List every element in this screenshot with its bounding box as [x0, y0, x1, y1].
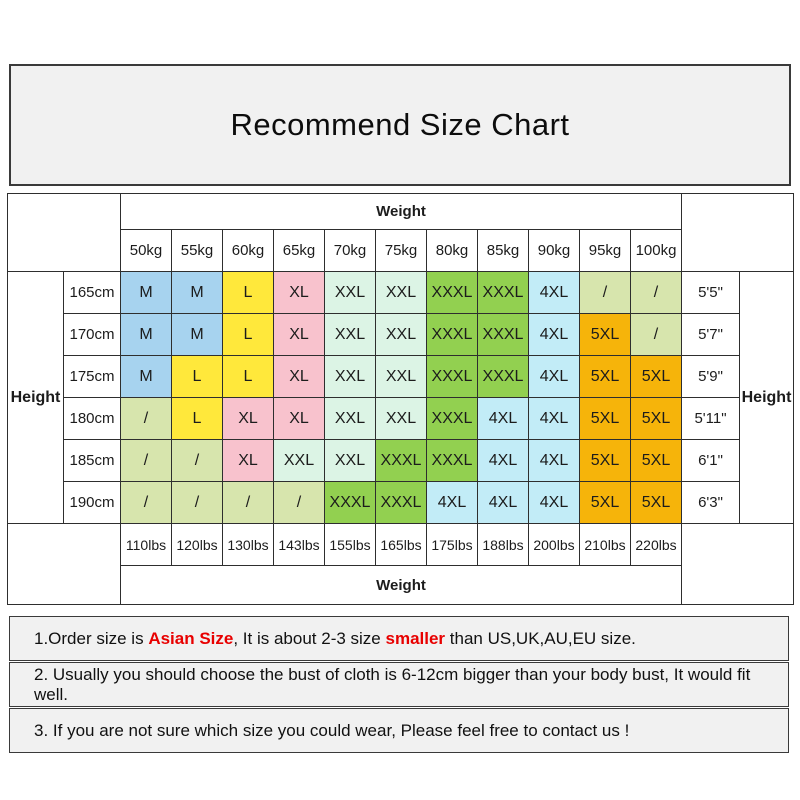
page-title: Recommend Size Chart [230, 107, 570, 142]
height-cm-3: 180cm [64, 398, 121, 440]
size-cell-2-4: XXL [325, 356, 376, 398]
weight-lbs-header-8: 200lbs [529, 524, 580, 566]
weight-kg-header-10: 100kg [631, 230, 682, 272]
size-cell-1-4: XXL [325, 314, 376, 356]
height-ft-3: 5'11" [682, 398, 740, 440]
size-cell-2-10: 5XL [631, 356, 682, 398]
size-cell-0-9: / [580, 272, 631, 314]
size-cell-0-1: M [172, 272, 223, 314]
size-cell-5-3: / [274, 482, 325, 524]
size-cell-2-6: XXXL [427, 356, 478, 398]
weight-bottom-label: Weight [121, 566, 682, 605]
size-cell-2-7: XXXL [478, 356, 529, 398]
weight-lbs-header-4: 155lbs [325, 524, 376, 566]
size-cell-3-1: L [172, 398, 223, 440]
height-cm-0: 165cm [64, 272, 121, 314]
size-cell-3-5: XXL [376, 398, 427, 440]
height-ft-0: 5'5" [682, 272, 740, 314]
size-cell-2-9: 5XL [580, 356, 631, 398]
size-cell-2-2: L [223, 356, 274, 398]
size-cell-3-9: 5XL [580, 398, 631, 440]
note-3 [9, 708, 789, 753]
size-cell-4-8: 4XL [529, 440, 580, 482]
size-cell-3-6: XXXL [427, 398, 478, 440]
size-cell-5-0: / [121, 482, 172, 524]
notes-section [9, 616, 789, 754]
weight-lbs-header-6: 175lbs [427, 524, 478, 566]
size-cell-4-4: XXL [325, 440, 376, 482]
size-cell-4-7: 4XL [478, 440, 529, 482]
size-cell-1-2: L [223, 314, 274, 356]
size-cell-1-10: / [631, 314, 682, 356]
note-1-text: 1.Order size is Asian Size, It is about 2-3 size smaller than US,UK,AU,EU size. [34, 628, 636, 648]
size-cell-0-10: / [631, 272, 682, 314]
size-cell-4-0: / [121, 440, 172, 482]
size-cell-0-7: XXXL [478, 272, 529, 314]
size-cell-1-5: XXL [376, 314, 427, 356]
size-cell-3-7: 4XL [478, 398, 529, 440]
size-cell-4-6: XXXL [427, 440, 478, 482]
height-right-label: Height [740, 272, 794, 524]
size-cell-5-7: 4XL [478, 482, 529, 524]
size-cell-3-3: XL [274, 398, 325, 440]
size-cell-4-10: 5XL [631, 440, 682, 482]
height-cm-4: 185cm [64, 440, 121, 482]
weight-top-label: Weight [121, 194, 682, 230]
corner-top-right [682, 194, 794, 272]
weight-lbs-header-5: 165lbs [376, 524, 427, 566]
corner-top-left [8, 194, 121, 272]
size-cell-3-2: XL [223, 398, 274, 440]
size-cell-4-1: / [172, 440, 223, 482]
size-cell-0-2: L [223, 272, 274, 314]
size-cell-4-5: XXXL [376, 440, 427, 482]
size-cell-1-8: 4XL [529, 314, 580, 356]
weight-kg-header-9: 95kg [580, 230, 631, 272]
note-2 [9, 662, 789, 707]
size-cell-5-5: XXXL [376, 482, 427, 524]
size-cell-1-7: XXXL [478, 314, 529, 356]
note-2-text: 2. Usually you should choose the bust of cloth is 6-12cm bigger than your body bust, It would fit well. [34, 664, 751, 704]
corner-bottom-left [8, 524, 121, 605]
weight-kg-header-0: 50kg [121, 230, 172, 272]
size-cell-3-10: 5XL [631, 398, 682, 440]
size-cell-2-0: M [121, 356, 172, 398]
size-cell-1-9: 5XL [580, 314, 631, 356]
size-cell-3-8: 4XL [529, 398, 580, 440]
corner-bottom-right [682, 524, 794, 605]
size-cell-0-0: M [121, 272, 172, 314]
height-cm-2: 175cm [64, 356, 121, 398]
size-cell-0-3: XL [274, 272, 325, 314]
weight-kg-header-4: 70kg [325, 230, 376, 272]
weight-lbs-header-3: 143lbs [274, 524, 325, 566]
height-cm-1: 170cm [64, 314, 121, 356]
height-cm-5: 190cm [64, 482, 121, 524]
weight-lbs-header-2: 130lbs [223, 524, 274, 566]
size-cell-5-2: / [223, 482, 274, 524]
size-cell-2-5: XXL [376, 356, 427, 398]
note-1 [9, 616, 789, 661]
size-cell-3-4: XXL [325, 398, 376, 440]
size-cell-5-6: 4XL [427, 482, 478, 524]
weight-kg-header-3: 65kg [274, 230, 325, 272]
size-cell-5-10: 5XL [631, 482, 682, 524]
note-3-text: 3. If you are not sure which size you could wear, Please feel free to contact us ! [34, 720, 630, 740]
size-cell-4-9: 5XL [580, 440, 631, 482]
height-ft-5: 6'3" [682, 482, 740, 524]
size-cell-5-8: 4XL [529, 482, 580, 524]
size-cell-0-5: XXL [376, 272, 427, 314]
weight-lbs-header-1: 120lbs [172, 524, 223, 566]
weight-lbs-header-7: 188lbs [478, 524, 529, 566]
size-cell-4-3: XXL [274, 440, 325, 482]
size-cell-1-6: XXXL [427, 314, 478, 356]
size-cell-2-8: 4XL [529, 356, 580, 398]
size-chart-table [7, 193, 794, 605]
size-cell-1-3: XL [274, 314, 325, 356]
weight-kg-header-7: 85kg [478, 230, 529, 272]
size-chart-title-box [9, 64, 791, 186]
size-cell-5-1: / [172, 482, 223, 524]
height-ft-1: 5'7" [682, 314, 740, 356]
weight-lbs-header-9: 210lbs [580, 524, 631, 566]
weight-kg-header-1: 55kg [172, 230, 223, 272]
size-cell-5-9: 5XL [580, 482, 631, 524]
size-cell-0-4: XXL [325, 272, 376, 314]
weight-kg-header-8: 90kg [529, 230, 580, 272]
weight-kg-header-5: 75kg [376, 230, 427, 272]
size-cell-1-1: M [172, 314, 223, 356]
size-cell-5-4: XXXL [325, 482, 376, 524]
size-cell-3-0: / [121, 398, 172, 440]
height-ft-4: 6'1" [682, 440, 740, 482]
weight-kg-header-6: 80kg [427, 230, 478, 272]
weight-kg-header-2: 60kg [223, 230, 274, 272]
size-cell-1-0: M [121, 314, 172, 356]
weight-lbs-header-10: 220lbs [631, 524, 682, 566]
size-cell-2-3: XL [274, 356, 325, 398]
size-cell-2-1: L [172, 356, 223, 398]
weight-lbs-header-0: 110lbs [121, 524, 172, 566]
size-cell-0-6: XXXL [427, 272, 478, 314]
size-cell-0-8: 4XL [529, 272, 580, 314]
height-ft-2: 5'9" [682, 356, 740, 398]
size-cell-4-2: XL [223, 440, 274, 482]
height-left-label: Height [8, 272, 64, 524]
